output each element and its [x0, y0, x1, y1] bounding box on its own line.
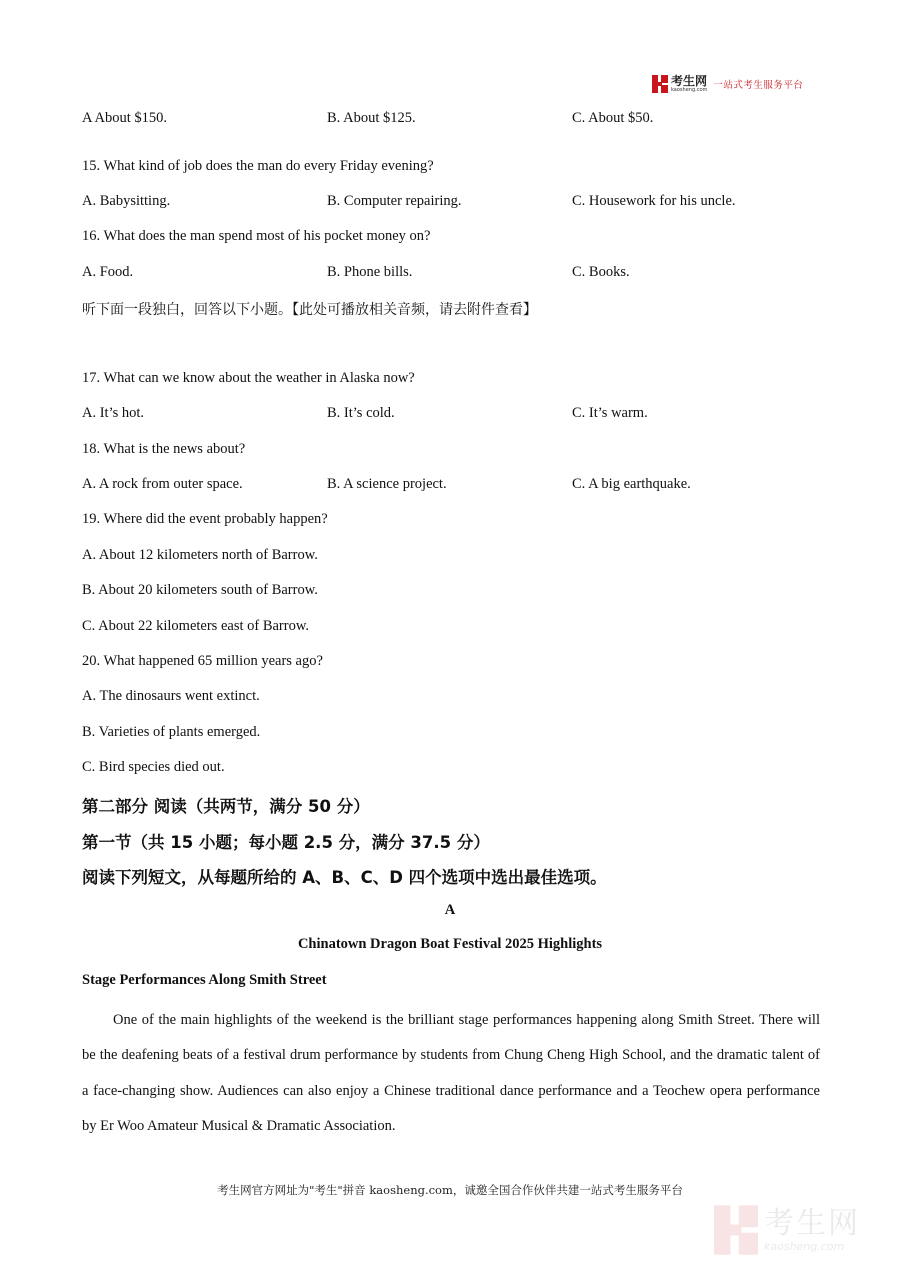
- q19-option-c: C. About 22 kilometers east of Barrow.: [82, 618, 309, 634]
- q14-option-a: A About $150.: [82, 110, 167, 126]
- header-brand-en: kaosheng.com: [671, 87, 708, 93]
- monologue-instruction: 听下面一段独白，回答以下小题。【此处可播放相关音频，请去附件查看】: [82, 302, 537, 318]
- passage-letter: A: [444, 902, 456, 918]
- q15-option-c: C. Housework for his uncle.: [572, 193, 736, 209]
- q14-option-c: C. About $50.: [572, 110, 654, 126]
- header-brand-cn: 考生网: [671, 74, 708, 88]
- q20-option-c: C. Bird species died out.: [82, 759, 225, 775]
- q20-option-a: A. The dinosaurs went extinct.: [82, 688, 260, 704]
- q16-option-a: A. Food.: [82, 264, 134, 280]
- q15-option-a: A. Babysitting.: [82, 193, 171, 209]
- part2-title: 第二部分 阅读（共两节，满分 50 分）: [82, 797, 370, 816]
- passage-title: Chinatown Dragon Boat Festival 2025 Highlights: [297, 936, 603, 952]
- q17-option-b: B. It’s cold.: [327, 405, 395, 421]
- q17-option-a: A. It’s hot.: [82, 405, 145, 421]
- q15-stem: 15. What kind of job does the man do every Friday evening?: [82, 158, 434, 174]
- q20-stem: 20. What happened 65 million years ago?: [82, 653, 323, 669]
- watermark-brand-cn: 考生网: [764, 1205, 860, 1241]
- q16-option-b: B. Phone bills.: [327, 264, 413, 280]
- kaosheng-logo-icon: [652, 75, 668, 93]
- header-tagline: 一站式考生服务平台: [713, 80, 804, 91]
- watermark-logo-icon: [714, 1205, 758, 1255]
- q15-option-b: B. Computer repairing.: [327, 193, 462, 209]
- passage-body: One of the main highlights of the weekend is the brilliant stage performances happening along Smith Street. There will be the deafening beats of a festival drum performance by students from Chung Cheng High School, and the dramatic talent of a face-changing show. Audiences can also enjoy a Chinese traditional dance performance and a Teochew opera performance by Er Woo Amateur Musical & Dramatic Association.: [82, 1012, 820, 1135]
- part2-section1: 第一节（共 15 小题；每小题 2.5 分，满分 37.5 分）: [82, 833, 490, 852]
- q18-option-c: C. A big earthquake.: [572, 476, 691, 492]
- q18-stem: 18. What is the news about?: [82, 441, 246, 457]
- q17-option-c: C. It’s warm.: [572, 405, 648, 421]
- passage-subheading: Stage Performances Along Smith Street: [82, 972, 327, 988]
- q17-stem: 17. What can we know about the weather in Alaska now?: [82, 370, 415, 386]
- q14-option-b: B. About $125.: [327, 110, 416, 126]
- q16-stem: 16. What does the man spend most of his pocket money on?: [82, 228, 431, 244]
- q19-option-a: A. About 12 kilometers north of Barrow.: [82, 547, 318, 563]
- header-logo[interactable]: [652, 73, 803, 95]
- q18-option-a: A. A rock from outer space.: [82, 476, 243, 492]
- footer-text: 考生网官方网址为"考生"拼音 kaosheng.com，诚邀全国合作伙伴共建一站式考生服务平台: [217, 1183, 683, 1197]
- q16-option-c: C. Books.: [572, 264, 630, 280]
- q20-option-b: B. Varieties of plants emerged.: [82, 724, 261, 740]
- watermark-brand-en: kaosheng.com: [764, 1239, 845, 1253]
- q19-stem: 19. Where did the event probably happen?: [82, 511, 328, 527]
- q18-option-b: B. A science project.: [327, 476, 447, 492]
- watermark: [714, 1205, 860, 1255]
- q19-option-b: B. About 20 kilometers south of Barrow.: [82, 582, 318, 598]
- part2-instruction: 阅读下列短文，从每题所给的 A、B、C、D 四个选项中选出最佳选项。: [82, 868, 607, 887]
